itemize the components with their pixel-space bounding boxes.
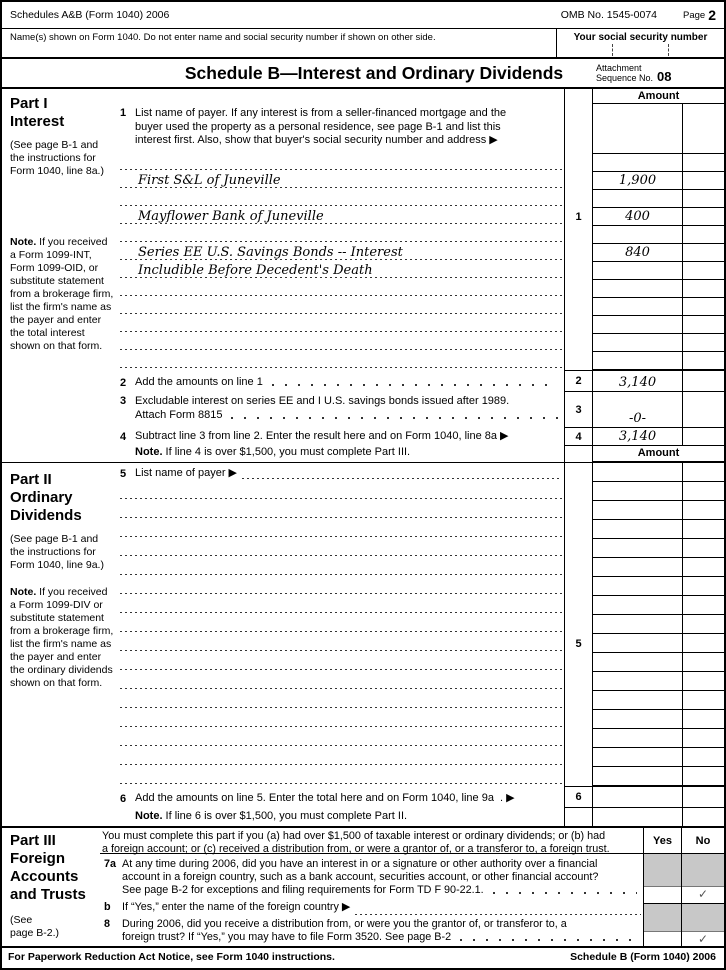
amount-cell[interactable] bbox=[592, 104, 682, 154]
payer-name-line[interactable] bbox=[120, 482, 564, 501]
part1-amount-header: Amount bbox=[592, 89, 724, 104]
payer-name-line[interactable] bbox=[120, 691, 564, 710]
line3-row: 3 Excludable interest on series EE and I U.S. savings bonds issued after 1989. Attach Form 8815 3 -0- bbox=[120, 392, 724, 428]
amount-cell[interactable] bbox=[592, 577, 682, 596]
payer-name-line[interactable] bbox=[120, 352, 564, 370]
payer-name-line[interactable] bbox=[120, 154, 564, 172]
dot-leader bbox=[231, 417, 558, 419]
amount-cell[interactable] bbox=[592, 615, 682, 634]
line2-amount[interactable]: 3,140 bbox=[592, 370, 682, 392]
payer-name-line[interactable] bbox=[120, 710, 564, 729]
no-answer-7a-checkmark[interactable]: ✓ bbox=[682, 887, 724, 904]
part2-section bbox=[2, 463, 724, 828]
sequence-number: 08 bbox=[657, 68, 672, 84]
payer-name-line[interactable] bbox=[120, 596, 564, 615]
amount-cell[interactable]: 1,900 bbox=[592, 172, 682, 190]
payer-row bbox=[120, 596, 724, 615]
yes-answer-7a[interactable] bbox=[644, 887, 681, 904]
amount-cell[interactable] bbox=[592, 672, 682, 691]
payer-row bbox=[120, 729, 724, 748]
payer-name-line[interactable] bbox=[120, 539, 564, 558]
part1-margin bbox=[2, 89, 120, 462]
amount-cell[interactable] bbox=[592, 653, 682, 672]
name-instruction: Name(s) shown on Form 1040. Do not enter name and social security number if shown on other side. bbox=[2, 29, 557, 57]
payer-row bbox=[120, 672, 724, 691]
part3-margin: Part III Foreign Accounts and Trusts (See page B-2.) bbox=[2, 828, 100, 946]
title-row bbox=[2, 59, 724, 89]
payer-row bbox=[120, 190, 724, 208]
payer-row: 5 bbox=[120, 634, 724, 653]
no-answer-8-checkmark[interactable]: ✓ bbox=[697, 932, 709, 946]
amount-cell[interactable]: 840 bbox=[592, 244, 682, 262]
dot-leader bbox=[493, 892, 637, 894]
part2-margin: Part II Ordinary Dividends (See page B-1 and the instructions for Form 1040, line 9a.) Note. If you received a Form 1099-DIV or substitute statement from a brokerage firm, list the firm's name as the payer and enter the ordinary dividends shown on that form. bbox=[10, 471, 114, 689]
payer-row bbox=[120, 710, 724, 729]
part3-section bbox=[2, 828, 724, 948]
line4-note-row: Note. If line 4 is over $1,500, you must complete Part III. Amount bbox=[120, 446, 724, 462]
amount-cell[interactable] bbox=[592, 691, 682, 710]
payer-name-line[interactable]: First S&L of Juneville bbox=[120, 172, 564, 190]
payer-name-line[interactable]: Mayflower Bank of Juneville bbox=[120, 208, 564, 226]
line4-amount[interactable]: 3,140 bbox=[592, 428, 682, 446]
amount-cell[interactable]: 400 bbox=[592, 208, 682, 226]
page-number: 2 bbox=[708, 7, 716, 23]
paperwork-notice: For Paperwork Reduction Act Notice, see Form 1040 instructions. bbox=[8, 951, 335, 963]
payer-name-line[interactable] bbox=[120, 729, 564, 748]
payer-name-line[interactable] bbox=[120, 501, 564, 520]
part1-label: Part I bbox=[10, 95, 48, 112]
amount-cell[interactable] bbox=[592, 280, 682, 298]
no-column bbox=[681, 828, 724, 946]
line1-number: 1 bbox=[120, 107, 127, 119]
line2-row: 2 Add the amounts on line 1 2 3,140 bbox=[120, 370, 724, 392]
form-header-row bbox=[2, 2, 724, 29]
amount-cell[interactable] bbox=[592, 316, 682, 334]
payer-row bbox=[120, 172, 724, 190]
payer-row bbox=[120, 334, 724, 352]
payer-name-line[interactable] bbox=[120, 280, 564, 298]
payer-row bbox=[120, 501, 724, 520]
payer-name-line[interactable] bbox=[120, 634, 564, 653]
amount-cell[interactable] bbox=[592, 520, 682, 539]
part2-amount-header: Amount bbox=[592, 446, 724, 462]
part1-payer-rows bbox=[120, 154, 724, 370]
part1-section bbox=[2, 89, 724, 463]
amount-cell[interactable] bbox=[592, 596, 682, 615]
part2-label: Part II bbox=[10, 471, 52, 488]
part3-sidebar-ref: (See page B-2.) bbox=[10, 914, 60, 939]
form-id-footer: Schedule B (Form 1040) 2006 bbox=[570, 951, 716, 963]
payer-row: Mayflower Bank of Juneville 1 400 bbox=[120, 208, 724, 226]
payer-name-line[interactable] bbox=[242, 478, 562, 479]
payer-name-line[interactable] bbox=[120, 558, 564, 577]
ssn-separators bbox=[557, 44, 724, 57]
attachment-sequence: Attachment Sequence No. 08 bbox=[596, 62, 672, 84]
part3-intro: You must complete this part if you (a) had over $1,500 of taxable interest or ordinary dividends; or (b) had a foreign account; or (c) received a distribution from, or were a grantor of, or a transferor to, a foreign trust. bbox=[100, 828, 643, 854]
page-label: Page bbox=[683, 9, 706, 21]
payer-row bbox=[120, 539, 724, 558]
payer-name-line[interactable] bbox=[120, 190, 564, 208]
yes-answer-8[interactable] bbox=[644, 932, 681, 946]
schedule-id: Schedules A&B (Form 1040) 2006 bbox=[10, 9, 170, 21]
amount-cell[interactable] bbox=[592, 710, 682, 729]
payer-row bbox=[120, 352, 724, 370]
payer-name-line[interactable] bbox=[120, 653, 564, 672]
line4-text: Subtract line 3 from line 2. Enter the result here and on Form 1040, line 8a ▶ bbox=[135, 429, 509, 442]
payer-name-line[interactable] bbox=[120, 577, 564, 596]
payer-row bbox=[120, 558, 724, 577]
line5-row: 5 List name of payer ▶ bbox=[120, 463, 724, 482]
part1-sidebar-ref: (See page B-1 and the instructions for Form 1040, line 8a.) bbox=[10, 139, 104, 177]
question-8: 8 During 2006, did you receive a distribution from, or were you the grantor of, or transferor to, a foreign trust? If “Yes,” you may have to file Form 3520. See page B-2 bbox=[100, 918, 643, 944]
payer-name-line[interactable] bbox=[120, 767, 564, 786]
no-header: No bbox=[682, 828, 724, 854]
payer-name-line[interactable] bbox=[120, 748, 564, 767]
yes-column bbox=[643, 828, 681, 946]
payer-row bbox=[120, 691, 724, 710]
no-shaded-cell-8 bbox=[682, 904, 724, 932]
line3-amount[interactable]: -0- bbox=[592, 392, 682, 428]
part3-label: Part III bbox=[10, 832, 56, 849]
yes-shaded-cell-8 bbox=[644, 904, 681, 932]
payer-row bbox=[120, 280, 724, 298]
amount-cell[interactable] bbox=[592, 298, 682, 316]
payer-row bbox=[120, 577, 724, 596]
payer-name-line[interactable] bbox=[120, 520, 564, 539]
payer-name-line[interactable] bbox=[120, 226, 564, 244]
part2-sidebar-ref: (See page B-1 and the instructions for Form 1040, line 9a.) bbox=[10, 533, 104, 571]
payer-row bbox=[120, 748, 724, 767]
amount-cell[interactable] bbox=[592, 154, 682, 172]
amount-cell[interactable] bbox=[592, 463, 682, 482]
payer-name-line[interactable] bbox=[120, 615, 564, 634]
payer-name-line[interactable] bbox=[120, 334, 564, 352]
line6-row: 6 Add the amounts on line 5. Enter the total here and on Form 1040, line 9a . ▶ 6 bbox=[120, 786, 724, 808]
amount-cell[interactable] bbox=[592, 539, 682, 558]
amount-cell[interactable] bbox=[592, 634, 682, 653]
payer-row bbox=[120, 298, 724, 316]
payer-name-line[interactable] bbox=[120, 316, 564, 334]
ssn-label: Your social security number bbox=[573, 32, 708, 43]
footer-row bbox=[2, 948, 724, 966]
payer-row bbox=[120, 262, 724, 280]
payer-row bbox=[120, 520, 724, 539]
line4-row: 4 Subtract line 3 from line 2. Enter the result here and on Form 1040, line 8a ▶ 4 3,140 bbox=[120, 428, 724, 446]
amount-cell[interactable] bbox=[592, 729, 682, 748]
amount-cell[interactable] bbox=[592, 262, 682, 280]
question-7b-text: If “Yes,” enter the name of the foreign country ▶ bbox=[122, 901, 351, 913]
amount-cell[interactable] bbox=[592, 190, 682, 208]
omb-number: OMB No. 1545-0074 bbox=[560, 9, 658, 21]
amount-cell[interactable] bbox=[592, 767, 682, 786]
amount-cell[interactable] bbox=[592, 482, 682, 501]
question-7b: b If “Yes,” enter the name of the foreign country ▶ bbox=[100, 901, 643, 918]
part3-content bbox=[100, 828, 643, 946]
amount-cell[interactable] bbox=[592, 226, 682, 244]
dot-leader bbox=[272, 384, 558, 386]
part1-sidebar-note: Note. If you received a Form 1099-INT, Form 1099-OID, or substitute statement from a brokerage firm, list the firm's name as the payer and enter the total interest shown on that form. bbox=[10, 236, 114, 352]
amount-cell[interactable] bbox=[592, 352, 682, 370]
payer-row bbox=[120, 615, 724, 634]
yes-shaded-cell-7a bbox=[644, 854, 681, 887]
payer-name-line[interactable]: Series EE U.S. Savings Bonds -- Interest bbox=[120, 244, 564, 262]
amount-cell[interactable] bbox=[592, 748, 682, 767]
form-title: Schedule B—Interest and Ordinary Dividends bbox=[184, 62, 564, 83]
line5-text: List name of payer ▶ bbox=[135, 466, 238, 479]
line6-text: Add the amounts on line 5. Enter the total here and on Form 1040, line 9a bbox=[135, 791, 494, 804]
line6-note-row: Note. If line 6 is over $1,500, you must complete Part II. bbox=[120, 808, 724, 826]
payer-name-line[interactable]: Includible Before Decedent's Death bbox=[120, 262, 564, 280]
yes-header: Yes bbox=[644, 828, 681, 854]
name-ssn-row bbox=[2, 29, 724, 59]
line2-text: Add the amounts on line 1 bbox=[135, 375, 263, 388]
payer-row bbox=[120, 482, 724, 501]
part2-sidebar-note: Note. If you received a Form 1099-DIV or substitute statement from a brokerage firm, list the firm's name as the payer and enter the ordinary dividends shown on that form. bbox=[10, 586, 114, 689]
question-7a: 7a At any time during 2006, did you have an interest in or a signature or other authority over a financial account in a foreign country, such as a bank account, securities account, or other financial account? See page B-2 for exceptions and filing requirements for Form TD F 90-22.1. bbox=[100, 854, 643, 901]
part1-title: Interest bbox=[10, 113, 65, 130]
foreign-country-line[interactable] bbox=[355, 914, 641, 915]
payer-name-line[interactable] bbox=[120, 672, 564, 691]
no-shaded-cell-7a bbox=[682, 854, 724, 887]
line6-amount[interactable] bbox=[592, 786, 682, 808]
payer-row bbox=[120, 316, 724, 334]
amount-cell[interactable] bbox=[592, 558, 682, 577]
payer-row bbox=[120, 244, 724, 262]
amount-cell[interactable] bbox=[592, 501, 682, 520]
part2-payer-rows bbox=[120, 482, 724, 786]
dot-leader bbox=[460, 939, 637, 941]
payer-row bbox=[120, 154, 724, 172]
payer-row bbox=[120, 226, 724, 244]
ssn-field[interactable] bbox=[557, 29, 724, 57]
payer-row bbox=[120, 653, 724, 672]
payer-row bbox=[120, 767, 724, 786]
amount-cell[interactable] bbox=[592, 334, 682, 352]
line1-instruction: List name of payer. If any interest is from a seller-financed mortgage and the buyer used the property as a personal residence, see page B-1 and list this interest first. Also, show that buyer's social security number and address ▶ bbox=[135, 107, 507, 146]
payer-name-line[interactable] bbox=[120, 298, 564, 316]
